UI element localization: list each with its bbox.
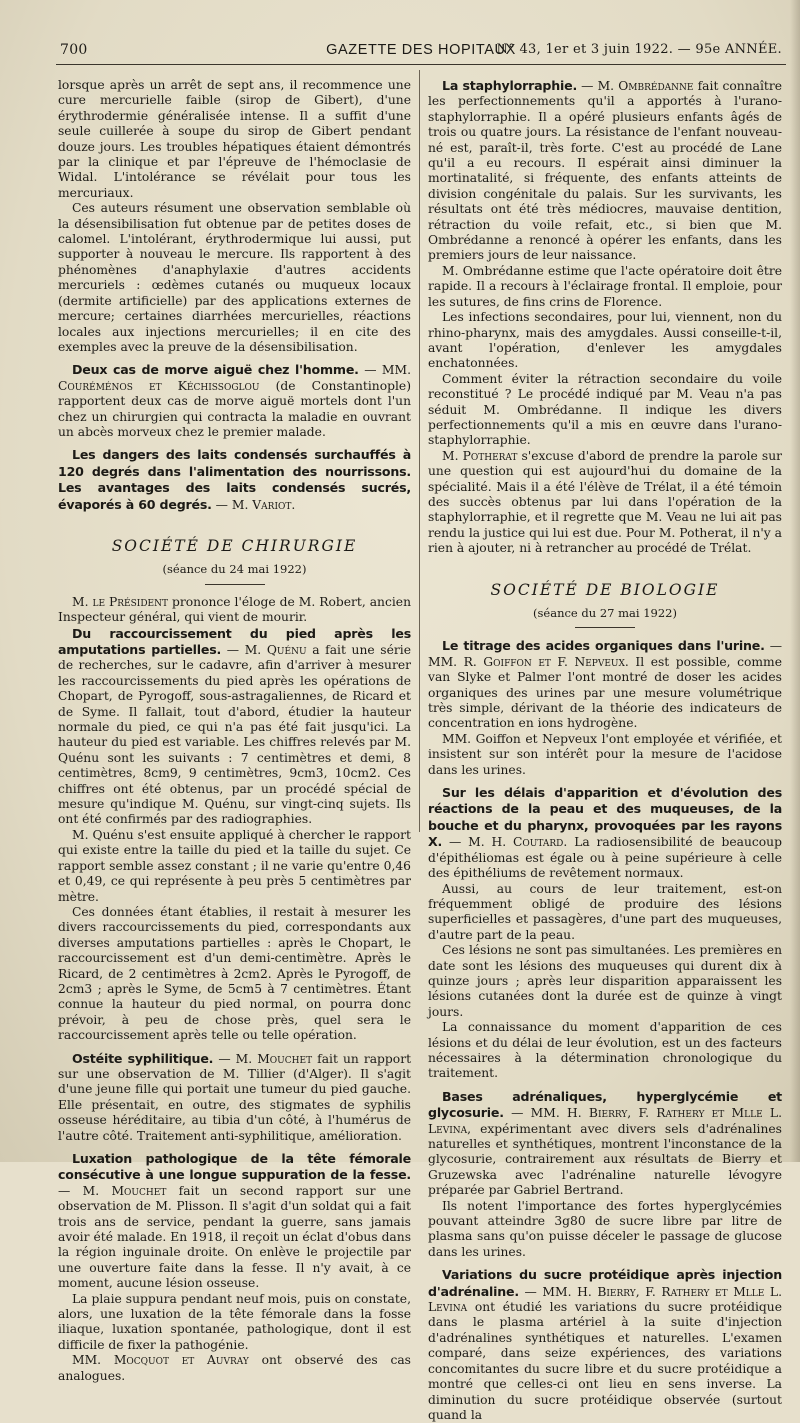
paragraph bbox=[58, 1353, 411, 1384]
article-authors: — M. H. Coutard. bbox=[448, 835, 568, 850]
article-text: (de Constantinople) rapportent deux cas de morve aiguë mortels dont l'un chez un chirurgien qui contracta la maladie en ouvrant un abcès morveux chez le premier malade. bbox=[58, 378, 411, 439]
seance-date: (séance du 24 mai 1922) bbox=[162, 562, 307, 577]
speaker: MM. Mocquot et Auvray bbox=[72, 1353, 249, 1368]
article-authors: — MM. Couréménos et Kéchissoglou bbox=[58, 363, 412, 393]
article-text: prononce l'éloge de M. Robert, ancien Inspecteur général, qui vient de mourir. bbox=[58, 594, 411, 625]
section-title-chirurgie: SOCIÉTÉ DE CHIRURGIE bbox=[111, 536, 358, 555]
article-text: ont étudié les variations du sucre protéidique dans le plasma artériel à la suite d'injection d'adrénalines synthétiques et naturelles. L'examen comparé, dans seize expériences, des variations concomitantes du sucre libre et du sucre protéidique a montré que celles-ci ont lieu en sens inverse. La diminution du sucre protéidique observée (surtout quand la bbox=[428, 1300, 782, 1422]
paragraph: Ces lésions ne sont pas simultanées. Les premières en date sont les lésions des muqueuses qui durent dix à quinze jours ; après leur disparition apparaissent les lésions cutanées dont la durée est de quinze à vingt jours. bbox=[428, 943, 782, 1019]
article-authors: — M. Quénu bbox=[226, 643, 307, 657]
paragraph: La connaissance du moment d'apparition de ces lésions et du délai de leur évolution, est un des facteurs nécessaires à la détermination chronologique du traitement. bbox=[428, 1020, 782, 1081]
paragraph: Ces données étant établies, il restait à mesurer les divers raccourcissements du pied, correspondants aux diverses amputations partielles : après le Chopart, le raccourcissement est d'un demi-centimètre. Après le Ricard, de 2 centimètres à 2cm2. Après le Pyrogoff, de 2cm3 ; après le Syme, de 5cm5 à 7 centimètres. Étant connue la hauteur du pied normal, on pourra donc prévoir, à peu de chose près, quel sera le raccourcissement après telle ou telle opération. bbox=[58, 904, 411, 1043]
article-text: expérimentant avec divers sels d'adrénalines naturelles et synthétiques, montrent l'inconstance de la glycosurie, contrairement aux résultats de Bierry et Gruzewska avec l'adrénaline naturelle lévogyre préparée par Gabriel Bertrand. bbox=[428, 1121, 782, 1198]
article-title: Du raccourcissement du pied après les amputations partielles. bbox=[58, 625, 411, 657]
paragraph: Comment éviter la rétraction secondaire du voile reconstitué ? Le procédé indiqué par M. Veau n'a pas séduit M. Ombrédanne. Il indique les divers perfectionnements qu'il a mis en œuvre dans l'urano-staphylorraphie. bbox=[428, 371, 782, 448]
article-staphylorraphie bbox=[428, 78, 782, 264]
article-text: fait un second rapport sur une observation de M. Plisson. Il s'agit d'un soldat qui a fait trois ans de service, pendant la guerre, sans jamais avoir été malade. En 1918, il reçoit un éclat d'obus dans la région inguinale droite. On enlève le projectile par une ouverture faite dans la fesse. Il n'y avait, à ce moment, aucune lésion osseuse. bbox=[58, 1183, 411, 1291]
article-authors: — M. Ombrédanne bbox=[581, 79, 694, 93]
article-titrage bbox=[428, 638, 782, 731]
seance-date: (séance du 27 mai 1922) bbox=[533, 606, 677, 620]
section-rule bbox=[575, 627, 635, 628]
article-text: ont observé des cas analogues. bbox=[58, 1353, 411, 1383]
article-laits bbox=[58, 447, 411, 513]
article-authors: — M. Mouchet bbox=[58, 1183, 167, 1198]
article-authors: — MM. R. Goiffon et F. Nepveux. bbox=[428, 639, 782, 669]
paragraph bbox=[428, 449, 782, 557]
article-text: fait connaître les perfectionnements qu'il a apportés à l'urano-staphylorraphie. Il a opéré plusieurs enfants âgés de trois ou quatre jours. La résistance de l'enfant nouveau-né est, paraît-il, très forte. C'est au procédé de Lane qu'il a eu recours. Il espérait ainsi diminuer la mortinatalité, si fréquente, des enfants atteints de division congénitale du palais. Sur les survivants, les résultats ont été très médiocres, mauvaise dentition, rétraction du voile refait, etc., si bien que M. Ombrédanne a renoncé à opérer les enfants, dans les premiers jours de leur naissance. bbox=[428, 79, 782, 263]
article-title: Ostéite syphilitique. bbox=[72, 1050, 214, 1066]
article-text: La radiosensibilité de beaucoup d'épithéliomas est égale ou à peine supérieure à celle des épithéliums de revêtement normaux. bbox=[428, 835, 782, 881]
article-title: Le titrage des acides organiques dans l'urine. bbox=[442, 638, 765, 654]
right-column bbox=[428, 78, 782, 1422]
article-text: Il est possible, comme van Slyke et Palmer l'ont montré de doser les acides organiques des urines par une mesure volumétrique très simple, dérivant de la théorie des indicateurs de concentration en ions hydrogène. bbox=[428, 654, 782, 731]
speaker: M. Potherat bbox=[442, 448, 518, 463]
article-title: Bases adrénaliques, hyperglycémie et glycosurie. bbox=[428, 1088, 782, 1121]
article-text: s'excuse d'abord de prendre la parole sur une question qui est aujourd'hui du domaine de la spécialité. Mais il a été l'élève de Trélat, il a été témoin des succès obtenus par lui dans l'opération de la staphylorraphie, et il regrette que M. Veau ne lui ait pas rendu la justice qui lui est due. Pour M. Potherat, il n'y a rien à ajouter, ni à retrancher au procédé de Trélat. bbox=[428, 448, 782, 556]
issue-info: N° 43, 1er et 3 juin 1922. — 95e ANNÉE. bbox=[496, 42, 782, 57]
article-authors: — M. Variot. bbox=[215, 497, 296, 512]
article-bases bbox=[428, 1089, 782, 1199]
page-header bbox=[56, 38, 786, 65]
section-rule bbox=[205, 584, 265, 585]
article-luxation bbox=[58, 1151, 411, 1292]
article-authors: — M. Mouchet bbox=[218, 1051, 313, 1066]
article-morve bbox=[58, 362, 411, 440]
article-delais bbox=[428, 785, 782, 881]
article-text: a fait une série de recherches, sur le cadavre, afin d'arriver à mesurer les raccourcissements du pied après les opérations de Chopart, de Pyrogoff, sous-astragaliennes, de Ricard et de Syme. Il fallait, tout d'abord, étudier la hauteur normale du pied, ce qui n'a pas été fait jusqu'ici. La hauteur du pied est variable. Les chiffres relevés par M. Quénu sont les suivants : 7 centimètres et demi, 8 centimètres, 8cm9, 9 centimètres, 9cm3, 10cm2. Ces chiffres ont été obtenus, par un procédé spécial de mesure qu'indique M. Quénu, sur vingt-cinq sujets. Ils ont été confirmés par des radiographies. bbox=[58, 643, 411, 827]
page-number: 700 bbox=[60, 42, 88, 58]
paragraph: lorsque après un arrêt de sept ans, il recommence une cure mercurielle faible (sirop de Gibert), d'une érythrodermie généralisée intense. Il a suffit d'une seule cuillerée à soupe du sirop de Gibert pendant douze jours. Les troubles hépatiques étaient démontrés par la clinique et par l'épreuve de l'hémoclasie de Widal. L'intolérance se révélait pour tous les mercuriaux. bbox=[58, 78, 411, 200]
paragraph: La plaie suppura pendant neuf mois, puis on constate, alors, une luxation de la tête fémorale dans la fosse iliaque, luxation spontanée, pathologique, dont il est difficile de fixer la pathogénie. bbox=[58, 1291, 411, 1352]
paragraph: Aussi, au cours de leur traitement, est-on fréquemment obligé de produire des lésions superficielles et passagères, d'une part des muqueuses, d'autre part de la peau. bbox=[428, 881, 782, 942]
article-raccourcissement bbox=[58, 626, 411, 828]
article-title: Variations du sucre protéidique après injection d'adrénaline. bbox=[428, 1267, 782, 1299]
article-title: Les dangers des laits condensés surchauffés à 120 degrés dans l'alimentation des nourrissons. Les avantages des laits condensés sucrés, évaporés à 60 degrés. bbox=[58, 447, 411, 512]
column-divider bbox=[419, 70, 420, 832]
article-authors: — MM. H. Bierry, F. Rathery et Mlle L. Levina, bbox=[428, 1106, 782, 1136]
paragraph: Ils notent l'importance des fortes hyperglycémies pouvant atteindre 3g80 de sucre libre par litre de plasma sans qu'on puisse déceler le passage de glucose dans les urines. bbox=[428, 1198, 782, 1259]
section-title-biologie: SOCIÉTÉ DE BIOLOGIE bbox=[490, 580, 720, 599]
page-edge-shadow bbox=[790, 0, 800, 1162]
article-title: Deux cas de morve aiguë chez l'homme. bbox=[72, 362, 359, 378]
article-authors: — MM. H. Bierry, F. Rathery et Mlle L. Levina bbox=[428, 1284, 782, 1315]
paragraph: Ces auteurs résument une observation semblable où la désensibilisation fut obtenue par de petites doses de calomel. L'intolérant, érythrodermique lui aussi, put supporter à nouveau le mercure. Ils rapportent à des phénomènes d'anaphylaxie d'autres accidents mercuriels : œdèmes cutanés ou muqueux locaux (dermite artificielle) par des applications externes de mercure; certaines diarrhées mercurielles, réactions locales aux injections mercurielles; il en cite des exemples avec la preuve de la désensibilisation. bbox=[58, 201, 411, 354]
article-osteite bbox=[58, 1051, 411, 1144]
article-title: La staphylorraphie. bbox=[442, 78, 578, 93]
speaker: M. le Président bbox=[72, 594, 169, 609]
paragraph: M. Ombrédanne estime que l'acte opératoire doit être rapide. Il a recours à l'éclairage frontal. Il emploie, pour les sutures, de fins crins de Florence. bbox=[428, 263, 782, 309]
paragraph: Les infections secondaires, pour lui, viennent, non du rhino-pharynx, mais des amygdales. Aussi conseille-t-il, avant l'opération, d'enlever les amygdales enchatonnées. bbox=[428, 310, 782, 371]
article-title: Luxation pathologique de la tête fémorale consécutive à une longue suppuration de la fesse. bbox=[58, 1151, 411, 1183]
left-column bbox=[58, 78, 412, 1383]
paragraph: M. Quénu s'est ensuite appliqué à chercher le rapport qui existe entre la taille du pied et la taille du sujet. Ce rapport semble assez constant ; il ne varie qu'entre 0,46 et 0,49, ce qui représente à peu près 5 centimètres par mètre. bbox=[58, 827, 411, 904]
article-text: fait un rapport sur une observation de M. Tillier (d'Alger). Il s'agit d'une jeune fille qui portait une tumeur du pied gauche. Elle présentait, en outre, des stigmates de syphilis osseuse héréditaire, au tibia d'un côté, à l'humérus de l'autre côté. Traitement anti-syphilitique, amélioration. bbox=[58, 1051, 412, 1143]
paragraph bbox=[58, 595, 411, 626]
article-variations bbox=[428, 1267, 782, 1423]
article-title: Sur les délais d'apparition et d'évolution des réactions de la peau et des muqueuses, de la bouche et du pharynx, provoquées par les rayons X. bbox=[428, 785, 782, 850]
paragraph: MM. Goiffon et Nepveux l'ont employée et vérifiée, et insistent sur son intérêt pour la mesure de l'acidose dans les urines. bbox=[428, 731, 782, 777]
journal-title: GAZETTE DES HOPITAUX bbox=[326, 42, 516, 58]
